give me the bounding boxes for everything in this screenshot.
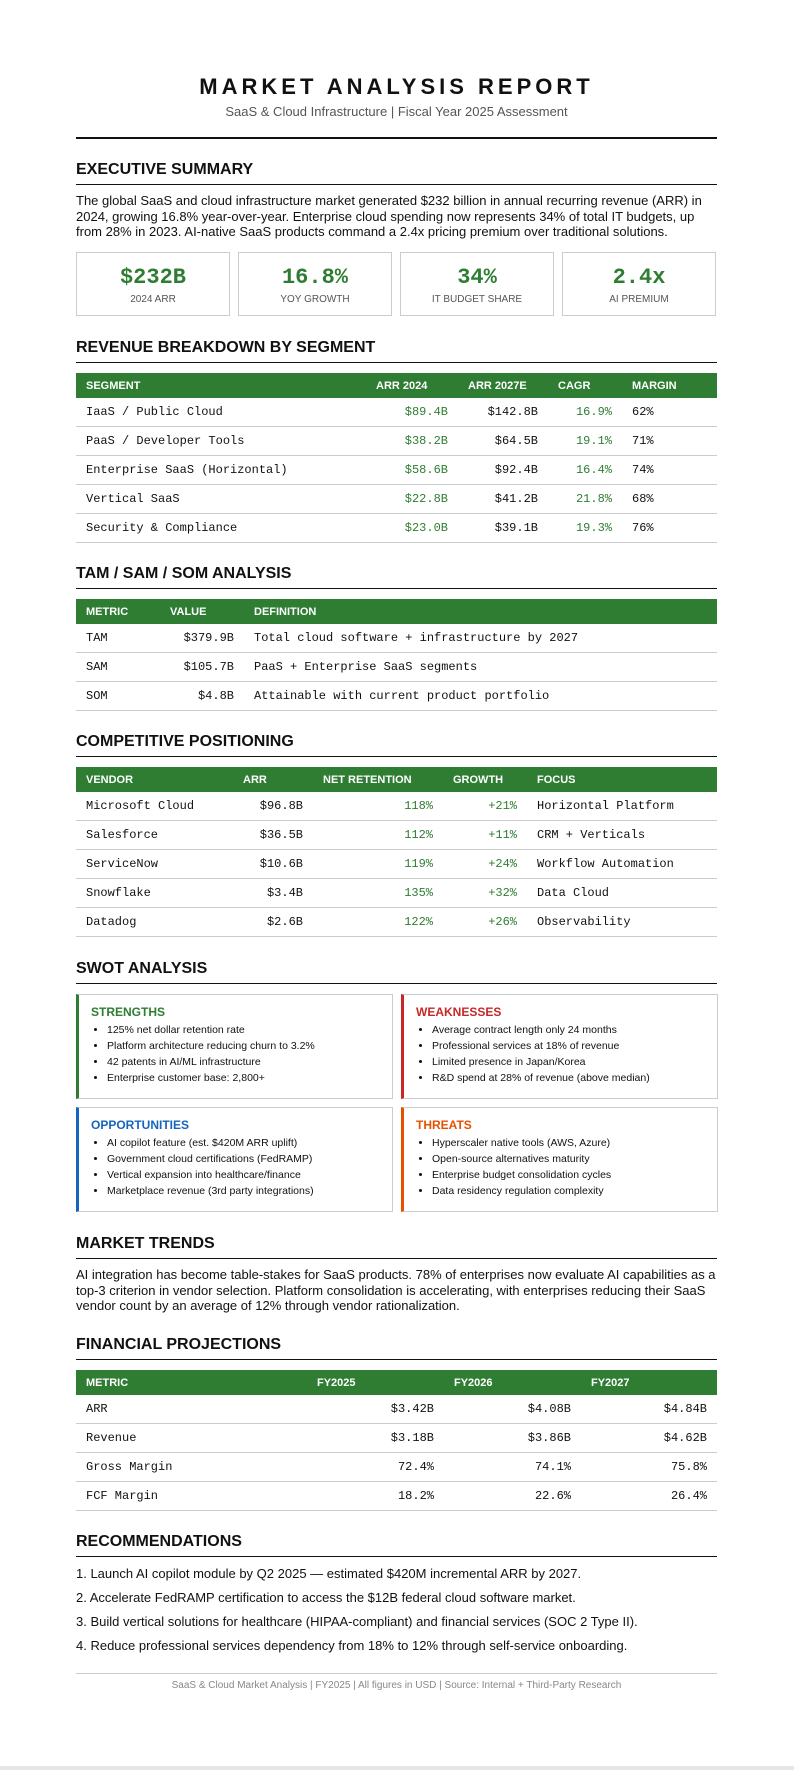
column-header: METRIC: [76, 1370, 307, 1395]
value-cell: $4.8B: [160, 682, 244, 711]
table-row: [76, 1424, 717, 1453]
column-header: FY2027: [581, 1370, 717, 1395]
table-row: [76, 821, 717, 850]
table-row: [76, 1482, 717, 1511]
metric-cell: TAM: [76, 624, 160, 653]
recommendation-item: 1. Launch AI copilot module by Q2 2025 — estimated $420M incremental ARR by 2027.: [76, 1566, 582, 1581]
fy2025-cell: 18.2%: [307, 1482, 444, 1511]
section-title: COMPETITIVE POSITIONING: [76, 733, 717, 757]
cagr-cell: 16.9%: [548, 398, 622, 427]
column-header: METRIC: [76, 599, 160, 624]
column-header: CAGR: [548, 373, 622, 398]
list-item: • AI copilot feature (est. $420M ARR uplift): [107, 1135, 380, 1151]
market-trends-section: [76, 1235, 717, 1314]
recommendation-item: 2. Accelerate FedRAMP certification to access the $12B federal cloud software market.: [76, 1590, 576, 1605]
arr-2024-cell: $22.8B: [366, 485, 458, 514]
fy2025-cell: $3.18B: [307, 1424, 444, 1453]
segment-cell: PaaS / Developer Tools: [76, 427, 366, 456]
metric-cell: Revenue: [76, 1424, 307, 1453]
stat-value: 16.8%: [281, 264, 348, 290]
section-title: RECOMMENDATIONS: [76, 1533, 717, 1557]
recommendation-item: 4. Reduce professional services dependency from 18% to 12% through self-service onboarding.: [76, 1638, 628, 1653]
column-header: NET RETENTION: [313, 767, 443, 792]
fy2026-cell: 74.1%: [444, 1453, 581, 1482]
arr-cell: $2.6B: [233, 908, 313, 937]
arr-2024-cell: $89.4B: [366, 398, 458, 427]
header-divider: [76, 137, 717, 139]
cagr-cell: 19.1%: [548, 427, 622, 456]
opportunities-box: [76, 1107, 393, 1212]
arr-cell: $3.4B: [233, 879, 313, 908]
swot-grid: [76, 994, 717, 1212]
table-row: [76, 485, 717, 514]
metric-cell: ARR: [76, 1395, 307, 1424]
strengths-title: STRENGTHS: [91, 1005, 166, 1019]
list-item: • Platform architecture reducing churn to 3.2%: [107, 1038, 380, 1054]
list-item: • Enterprise budget consolidation cycles: [432, 1167, 705, 1183]
list-item: • Open-source alternatives maturity: [432, 1151, 705, 1167]
list-item: • 42 patents in AI/ML infrastructure: [107, 1054, 380, 1070]
stat-card: [238, 252, 392, 316]
report-subtitle: SaaS & Cloud Infrastructure | Fiscal Year 2025 Assessment: [225, 104, 568, 119]
table-header-row: [76, 373, 717, 398]
column-header: SEGMENT: [76, 373, 366, 398]
fy2026-cell: $3.86B: [444, 1424, 581, 1453]
arr-2027-cell: $41.2B: [458, 485, 548, 514]
arr-2027-cell: $142.8B: [458, 398, 548, 427]
fy2027-cell: 26.4%: [581, 1482, 717, 1511]
retention-cell: 118%: [313, 792, 443, 821]
revenue-section: [76, 339, 717, 543]
list-item: • Professional services at 18% of revenue: [432, 1038, 705, 1054]
metric-cell: FCF Margin: [76, 1482, 307, 1511]
table-row: [76, 879, 717, 908]
financials-table: [76, 1370, 717, 1511]
focus-cell: Observability: [527, 908, 717, 937]
stat-label: IT BUDGET SHARE: [431, 293, 523, 305]
section-title: EXECUTIVE SUMMARY: [76, 161, 717, 185]
list-item: • Average contract length only 24 months: [432, 1022, 705, 1038]
growth-cell: +26%: [443, 908, 527, 937]
executive-summary-text: The global SaaS and cloud infrastructure market generated $232 billion in annual recurring revenue (ARR) in 2024, growing 16.8% year-over-year. Enterprise cloud spending now represents 34% of total IT budgets, up from 28% in 2023. AI-native SaaS products command a 2.4x pricing premium over traditional solutions.: [76, 193, 702, 239]
segment-cell: Vertical SaaS: [76, 485, 366, 514]
table-row: [76, 456, 717, 485]
executive-summary-section: [76, 161, 717, 316]
fy2027-cell: 75.8%: [581, 1453, 717, 1482]
list-item: • Marketplace revenue (3rd party integrations): [107, 1183, 380, 1199]
stat-label: 2024 ARR: [130, 293, 176, 305]
margin-cell: 76%: [622, 514, 717, 543]
vendor-cell: ServiceNow: [76, 850, 233, 879]
value-cell: $105.7B: [160, 653, 244, 682]
table-header-row: [76, 599, 717, 624]
list-item: • Hyperscaler native tools (AWS, Azure): [432, 1135, 705, 1151]
column-header: FOCUS: [527, 767, 717, 792]
cagr-cell: 21.8%: [548, 485, 622, 514]
stat-value: $232B: [119, 264, 186, 290]
vendor-cell: Microsoft Cloud: [76, 792, 233, 821]
fy2026-cell: 22.6%: [444, 1482, 581, 1511]
list-item: • Limited presence in Japan/Korea: [432, 1054, 705, 1070]
swot-section: [76, 960, 717, 1212]
section-title: REVENUE BREAKDOWN BY SEGMENT: [76, 339, 717, 363]
column-header: VALUE: [160, 599, 244, 624]
focus-cell: Data Cloud: [527, 879, 717, 908]
financials-section: [76, 1336, 717, 1511]
fy2025-cell: $3.42B: [307, 1395, 444, 1424]
stat-label: AI PREMIUM: [609, 293, 669, 305]
vendor-cell: Datadog: [76, 908, 233, 937]
column-header: FY2025: [307, 1370, 444, 1395]
growth-cell: +32%: [443, 879, 527, 908]
report-title: MARKET ANALYSIS REPORT: [199, 74, 594, 99]
list-item: • Enterprise customer base: 2,800+: [107, 1070, 380, 1086]
arr-2024-cell: $58.6B: [366, 456, 458, 485]
column-header: DEFINITION: [244, 599, 717, 624]
competitive-table: [76, 767, 717, 937]
table-row: [76, 1395, 717, 1424]
tam-table: [76, 599, 717, 711]
stat-value: 2.4x: [612, 264, 666, 290]
vendor-cell: Snowflake: [76, 879, 233, 908]
market-trends-text: AI integration has become table-stakes for SaaS products. 78% of enterprises now evaluate AI capabilities as a top-3 criterion in vendor selection. Platform consolidation is accelerating, with enterprises reducing their SaaS vendor count by an average of 12% through vendor rationalization.: [76, 1267, 716, 1313]
tam-section: [76, 565, 717, 711]
focus-cell: Workflow Automation: [527, 850, 717, 879]
arr-2027-cell: $39.1B: [458, 514, 548, 543]
definition-cell: Attainable with current product portfolio: [244, 682, 717, 711]
table-row: [76, 908, 717, 937]
list-item: • Vertical expansion into healthcare/finance: [107, 1167, 380, 1183]
arr-2024-cell: $38.2B: [366, 427, 458, 456]
fy2027-cell: $4.62B: [581, 1424, 717, 1453]
retention-cell: 122%: [313, 908, 443, 937]
column-header: FY2026: [444, 1370, 581, 1395]
table-header-row: [76, 767, 717, 792]
fy2025-cell: 72.4%: [307, 1453, 444, 1482]
column-header: ARR: [233, 767, 313, 792]
segment-cell: IaaS / Public Cloud: [76, 398, 366, 427]
table-row: [76, 850, 717, 879]
arr-cell: $96.8B: [233, 792, 313, 821]
column-header: VENDOR: [76, 767, 233, 792]
page-footer: SaaS & Cloud Market Analysis | FY2025 | All figures in USD | Source: Internal + Third-Party Research: [76, 1673, 717, 1691]
retention-cell: 112%: [313, 821, 443, 850]
revenue-table: [76, 373, 717, 543]
fy2026-cell: $4.08B: [444, 1395, 581, 1424]
stat-card: [76, 252, 230, 316]
threats-title: THREATS: [416, 1118, 472, 1132]
list-item: • Government cloud certifications (FedRAMP): [107, 1151, 380, 1167]
arr-2027-cell: $64.5B: [458, 427, 548, 456]
arr-cell: $36.5B: [233, 821, 313, 850]
stat-label: YOY GROWTH: [280, 293, 350, 305]
stat-card: [400, 252, 554, 316]
segment-cell: Enterprise SaaS (Horizontal): [76, 456, 366, 485]
recommendations-section: [76, 1533, 717, 1653]
column-header: ARR 2027E: [458, 373, 548, 398]
metric-cell: SAM: [76, 653, 160, 682]
margin-cell: 74%: [622, 456, 717, 485]
vendor-cell: Salesforce: [76, 821, 233, 850]
stat-cards: [76, 252, 717, 316]
table-row: [76, 1453, 717, 1482]
list-item: • Data residency regulation complexity: [432, 1183, 705, 1199]
weaknesses-box: [401, 994, 718, 1099]
weaknesses-title: WEAKNESSES: [416, 1005, 502, 1019]
table-row: [76, 624, 717, 653]
table-row: [76, 682, 717, 711]
recommendation-item: 3. Build vertical solutions for healthcare (HIPAA-compliant) and financial services (SOC 2 Type II).: [76, 1614, 638, 1629]
bottom-divider: [0, 1766, 794, 1770]
fy2027-cell: $4.84B: [581, 1395, 717, 1424]
arr-2027-cell: $92.4B: [458, 456, 548, 485]
growth-cell: +24%: [443, 850, 527, 879]
arr-cell: $10.6B: [233, 850, 313, 879]
section-title: FINANCIAL PROJECTIONS: [76, 1336, 717, 1360]
section-title: TAM / SAM / SOM ANALYSIS: [76, 565, 717, 589]
margin-cell: 62%: [622, 398, 717, 427]
stat-value: 34%: [457, 264, 497, 290]
stat-card: [562, 252, 716, 316]
table-row: [76, 514, 717, 543]
section-title: MARKET TRENDS: [76, 1235, 717, 1259]
margin-cell: 68%: [622, 485, 717, 514]
table-row: [76, 792, 717, 821]
definition-cell: Total cloud software + infrastructure by 2027: [244, 624, 717, 653]
list-item: • R&D spend at 28% of revenue (above median): [432, 1070, 705, 1086]
cagr-cell: 19.3%: [548, 514, 622, 543]
metric-cell: Gross Margin: [76, 1453, 307, 1482]
column-header: ARR 2024: [366, 373, 458, 398]
retention-cell: 135%: [313, 879, 443, 908]
metric-cell: SOM: [76, 682, 160, 711]
margin-cell: 71%: [622, 427, 717, 456]
competitive-section: [76, 733, 717, 937]
column-header: GROWTH: [443, 767, 527, 792]
table-row: [76, 427, 717, 456]
cagr-cell: 16.4%: [548, 456, 622, 485]
table-row: [76, 398, 717, 427]
threats-box: [401, 1107, 718, 1212]
definition-cell: PaaS + Enterprise SaaS segments: [244, 653, 717, 682]
growth-cell: +21%: [443, 792, 527, 821]
arr-2024-cell: $23.0B: [366, 514, 458, 543]
table-header-row: [76, 1370, 717, 1395]
focus-cell: Horizontal Platform: [527, 792, 717, 821]
segment-cell: Security & Compliance: [76, 514, 366, 543]
column-header: MARGIN: [622, 373, 717, 398]
strengths-box: [76, 994, 393, 1099]
section-title: SWOT ANALYSIS: [76, 960, 717, 984]
table-row: [76, 653, 717, 682]
retention-cell: 119%: [313, 850, 443, 879]
value-cell: $379.9B: [160, 624, 244, 653]
growth-cell: +11%: [443, 821, 527, 850]
opportunities-title: OPPORTUNITIES: [91, 1118, 190, 1132]
list-item: • 125% net dollar retention rate: [107, 1022, 380, 1038]
focus-cell: CRM + Verticals: [527, 821, 717, 850]
